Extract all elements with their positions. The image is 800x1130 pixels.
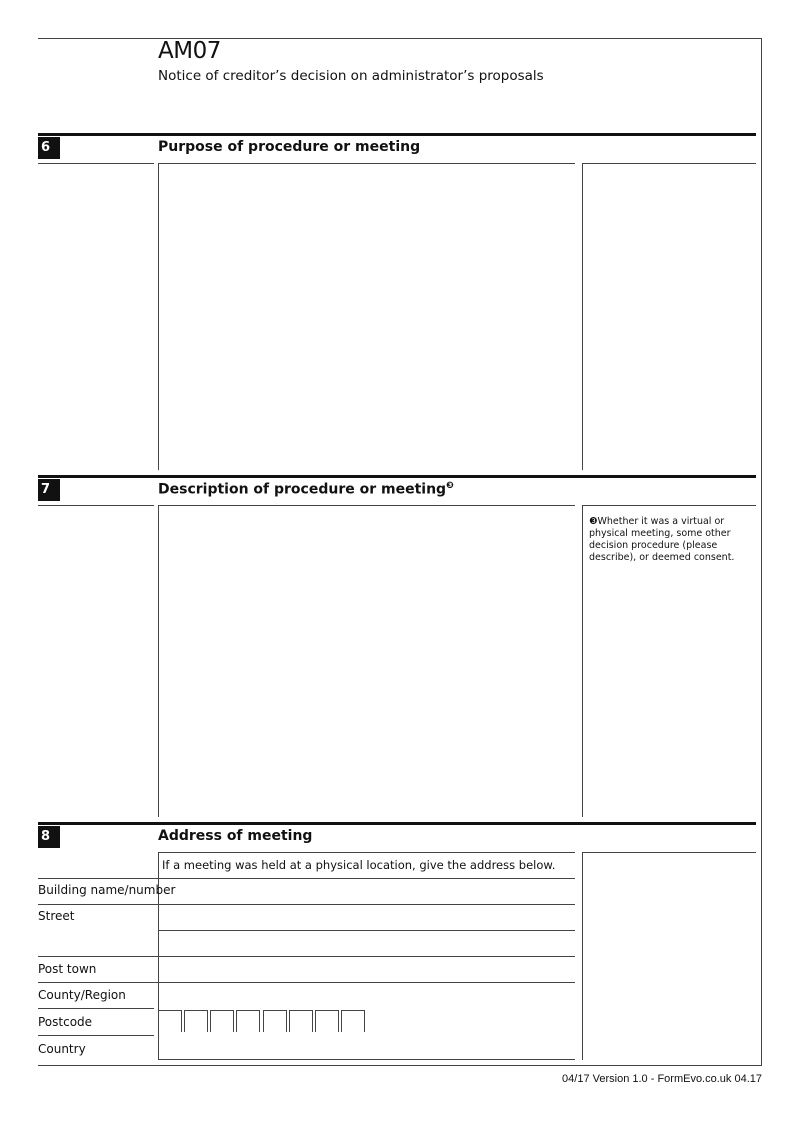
section-6-left-rule (38, 163, 154, 164)
street-input-2[interactable] (159, 931, 575, 956)
county-input[interactable] (159, 983, 575, 1008)
row-rule-country (38, 1035, 154, 1036)
section-6-number: 6 (38, 137, 60, 159)
section-8-number: 8 (38, 826, 60, 848)
section-7-rule (38, 475, 756, 478)
section-7-title-text: Description of procedure or meeting (158, 481, 447, 498)
postcode-label: Postcode (38, 1015, 93, 1029)
postcode-char-1[interactable] (158, 1010, 182, 1032)
country-input[interactable] (159, 1036, 575, 1060)
postcode-char-8[interactable] (341, 1010, 365, 1032)
form-code: AM07 (158, 38, 221, 64)
note-marker-icon: ❸ (446, 481, 454, 491)
section-8-intro-top (158, 852, 575, 853)
row-rule-postcode (38, 1008, 154, 1009)
street-label: Street (38, 909, 75, 923)
post-town-input[interactable] (159, 957, 575, 982)
postcode-char-4[interactable] (236, 1010, 260, 1032)
top-rule (38, 38, 762, 39)
section-8-side-rule (582, 852, 756, 853)
section-6-rule (38, 133, 756, 136)
country-input-bottom (158, 1059, 575, 1060)
section-6-side-rule (582, 163, 756, 164)
postcode-char-7[interactable] (315, 1010, 339, 1032)
post-town-label: Post town (38, 962, 97, 976)
building-label: Building name/number (38, 883, 176, 897)
purpose-text-area[interactable] (159, 164, 575, 470)
postcode-char-6[interactable] (289, 1010, 313, 1032)
section-6-side-left (582, 163, 583, 470)
bottom-rule (38, 1065, 762, 1066)
section-7-side-left (582, 505, 583, 817)
version-footer: 04/17 Version 1.0 - FormEvo.co.uk 04.17 (562, 1073, 762, 1085)
form-title: Notice of creditor’s decision on administrator’s proposals (158, 68, 544, 84)
address-intro: If a meeting was held at a physical location, give the address below. (162, 858, 556, 872)
section-6-title: Purpose of procedure or meeting (158, 139, 421, 155)
postcode-char-5[interactable] (263, 1010, 287, 1032)
section-8-rule (38, 822, 756, 825)
right-border (761, 38, 762, 1066)
country-label: Country (38, 1042, 86, 1056)
postcode-char-2[interactable] (184, 1010, 208, 1032)
section-8-side-left (582, 852, 583, 1060)
county-label: County/Region (38, 988, 126, 1002)
section-7-left-rule (38, 505, 154, 506)
building-input[interactable] (159, 879, 575, 904)
section-7-side-rule (582, 505, 756, 506)
section-7-number: 7 (38, 479, 60, 501)
section-7-guidance-note: ❸Whether it was a virtual or physical meeting, some other decision procedure (please describe), or deemed consent. (589, 516, 735, 563)
street-input-1[interactable] (159, 905, 575, 930)
postcode-char-3[interactable] (210, 1010, 234, 1032)
section-7-title (158, 481, 454, 498)
section-8-title: Address of meeting (158, 828, 313, 844)
description-text-area[interactable] (159, 506, 575, 817)
